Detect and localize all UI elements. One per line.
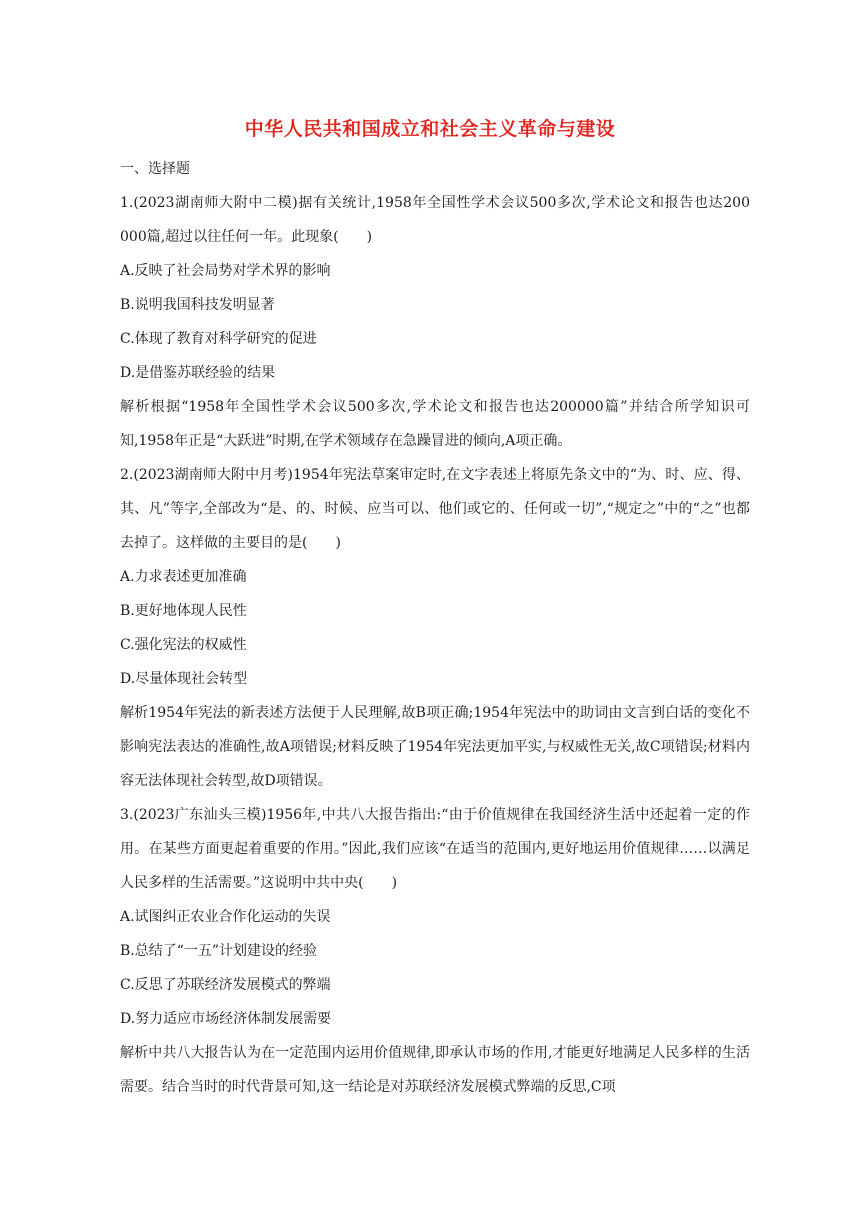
question-3-option-c: C.反思了苏联经济发展模式的弊端: [120, 977, 331, 993]
question-2-option-b: B.更好地体现人民性: [120, 603, 247, 619]
question-2-stem: 2.(2023湖南师大附中月考)1954年宪法草案审定时,在文字表述上将原先条文中的“为、时、应、得、其、凡”等字,全部改为“是、的、时候、应当可以、他们或它的、任何或一切”,“规定之”中的“之”也都去掉了。这样做的主要目的是( ): [120, 467, 750, 551]
question-3-stem: 3.(2023广东汕头三模)1956年,中共八大报告指出:“由于价值规律在我国经济生活中还起着一定的作用。在某些方面更起着重要的作用。”因此,我们应该“在适当的范围内,更好地运用价值规律……以满足人民多样的生活需要。”这说明中共中央( ): [120, 807, 750, 891]
question-2-option-c: C.强化宪法的权威性: [120, 637, 247, 653]
question-1-option-d: D.是借鉴苏联经验的结果: [120, 365, 276, 381]
page-title: 中华人民共和国成立和社会主义革命与建设: [244, 118, 616, 140]
question-1-analysis: 解析根据“1958年全国性学术会议500多次,学术论文和报告也达200000篇”并结合所学知识可知,1958年正是“大跃进”时期,在学术领域存在急躁冒进的倾向,A项正确。: [120, 399, 750, 449]
question-3-option-a: A.试图纠正农业合作化运动的失误: [120, 909, 331, 925]
question-2-option-d: D.尽量体现社会转型: [120, 671, 248, 687]
section-heading: 一、选择题: [120, 161, 190, 177]
question-1-option-c: C.体现了教育对科学研究的促进: [120, 331, 317, 347]
question-3-option-d: D.努力适应市场经济体制发展需要: [120, 1011, 332, 1027]
question-1-option-a: A.反映了社会局势对学术界的影响: [120, 263, 331, 279]
question-1-stem: 1.(2023湖南师大附中二模)据有关统计,1958年全国性学术会议500多次,学术论文和报告也达200 000篇,超过以往任何一年。此现象( ): [120, 195, 750, 245]
document-body: [120, 152, 750, 1104]
question-2-option-a: A.力求表述更加准确: [120, 569, 247, 585]
question-3-option-b: B.总结了“一五”计划建设的经验: [120, 943, 318, 959]
question-1-option-b: B.说明我国科技发明显著: [120, 297, 275, 313]
question-2-analysis: 解析1954年宪法的新表述方法便于人民理解,故B项正确;1954年宪法中的助词由文言到白话的变化不影响宪法表达的准确性,故A项错误;材料反映了1954年宪法更加平实,与权威性无关,故C项错误;材料内容无法体现社会转型,故D项错误。: [120, 705, 750, 789]
question-3-analysis: 解析中共八大报告认为在一定范围内运用价值规律,即承认市场的作用,才能更好地满足人民多样的生活需要。结合当时的时代背景可知,这一结论是对苏联经济发展模式弊端的反思,C项: [120, 1045, 750, 1095]
